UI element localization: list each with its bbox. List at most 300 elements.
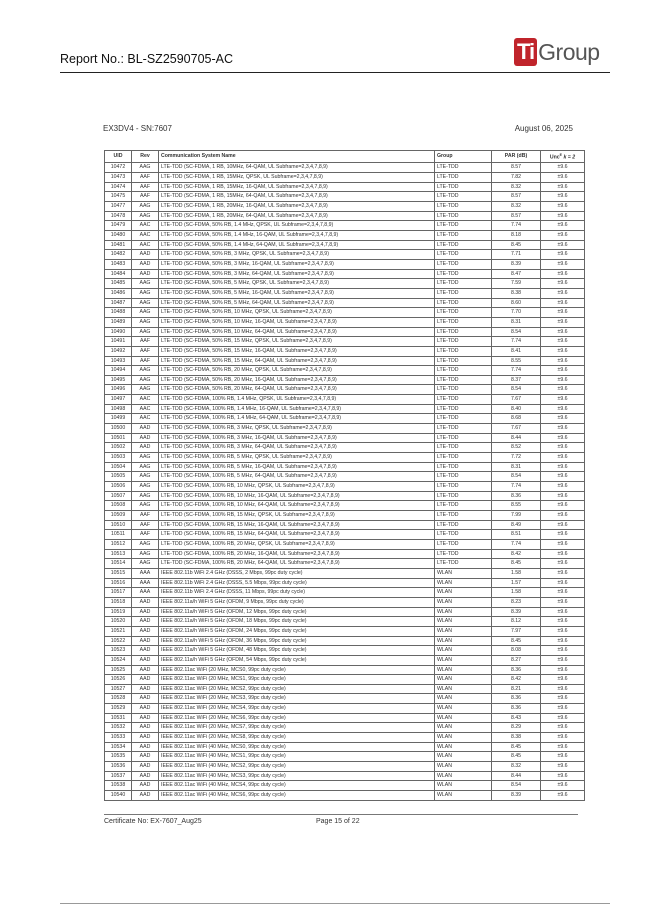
- cell-uid: 10498: [105, 404, 132, 414]
- cell-group: LTE-TDD: [435, 279, 492, 289]
- cell-uid: 10518: [105, 597, 132, 607]
- cell-name: LTE-TDD (SC-FDMA, 50% RB, 5 MHz, QPSK, UL Subframe=2,3,4,7,8,9): [159, 279, 435, 289]
- cell-par: 8.54: [492, 327, 541, 337]
- table-row: [105, 742, 585, 752]
- cell-rev: AAD: [132, 269, 159, 279]
- cell-rev: AAD: [132, 675, 159, 685]
- cell-unc: ±9.6: [541, 173, 585, 183]
- cell-rev: AAD: [132, 704, 159, 714]
- cell-unc: ±9.6: [541, 202, 585, 212]
- calibration-table: [104, 150, 585, 801]
- cell-uid: 10537: [105, 771, 132, 781]
- cell-unc: ±9.6: [541, 298, 585, 308]
- cell-group: WLAN: [435, 713, 492, 723]
- cell-uid: 10520: [105, 617, 132, 627]
- cell-name: IEEE 802.11b WiFi 2.4 GHz (DSSS, 11 Mbps, 99pc duty cycle): [159, 588, 435, 598]
- cell-name: IEEE 802.11ac WiFi (20 MHz, MCS2, 99pc duty cycle): [159, 684, 435, 694]
- table-row: [105, 308, 585, 318]
- cell-name: IEEE 802.11ac WiFi (20 MHz, MCS0, 99pc duty cycle): [159, 665, 435, 675]
- cell-rev: AAD: [132, 433, 159, 443]
- cell-uid: 10523: [105, 646, 132, 656]
- cell-name: LTE-TDD (SC-FDMA, 100% RB, 20 MHz, QPSK, UL Subframe=2,3,4,7,8,9): [159, 539, 435, 549]
- table-row: [105, 781, 585, 791]
- cell-par: 7.74: [492, 337, 541, 347]
- table-row: [105, 395, 585, 405]
- header-rev: Rev: [132, 151, 159, 163]
- cell-name: LTE-TDD (SC-FDMA, 50% RB, 10 MHz, 16-QAM, UL Subframe=2,3,4,7,8,9): [159, 317, 435, 327]
- cell-unc: ±9.6: [541, 578, 585, 588]
- cell-group: LTE-TDD: [435, 259, 492, 269]
- cell-par: 8.36: [492, 491, 541, 501]
- cell-rev: AAG: [132, 453, 159, 463]
- cell-group: LTE-TDD: [435, 501, 492, 511]
- table-row: [105, 259, 585, 269]
- cell-par: 8.45: [492, 559, 541, 569]
- cell-name: IEEE 802.11ac WiFi (40 MHz, MCS0, 99pc duty cycle): [159, 742, 435, 752]
- cell-group: LTE-TDD: [435, 395, 492, 405]
- cell-name: LTE-TDD (SC-FDMA, 50% RB, 5 MHz, 64-QAM, UL Subframe=2,3,4,7,8,9): [159, 298, 435, 308]
- cell-unc: ±9.6: [541, 279, 585, 289]
- cell-name: LTE-TDD (SC-FDMA, 100% RB, 5 MHz, QPSK, UL Subframe=2,3,4,7,8,9): [159, 453, 435, 463]
- cell-group: LTE-TDD: [435, 472, 492, 482]
- cell-uid: 10527: [105, 684, 132, 694]
- cell-rev: AAG: [132, 385, 159, 395]
- cell-par: 8.29: [492, 723, 541, 733]
- table-row: [105, 568, 585, 578]
- cell-unc: ±9.6: [541, 491, 585, 501]
- cell-rev: AAF: [132, 182, 159, 192]
- cell-uid: 10484: [105, 269, 132, 279]
- cell-unc: ±9.6: [541, 568, 585, 578]
- cell-group: LTE-TDD: [435, 221, 492, 231]
- cell-rev: AAC: [132, 395, 159, 405]
- cell-uid: 10512: [105, 539, 132, 549]
- cell-rev: AAG: [132, 482, 159, 492]
- table-row: [105, 240, 585, 250]
- cell-par: 7.71: [492, 250, 541, 260]
- cell-rev: AAD: [132, 626, 159, 636]
- cell-unc: ±9.6: [541, 453, 585, 463]
- cell-unc: ±9.6: [541, 182, 585, 192]
- header-unc-superscript: E: [559, 153, 563, 157]
- cell-name: IEEE 802.11ac WiFi (20 MHz, MCS4, 99pc duty cycle): [159, 704, 435, 714]
- cell-group: LTE-TDD: [435, 269, 492, 279]
- cell-par: 8.42: [492, 549, 541, 559]
- table-row: [105, 346, 585, 356]
- cell-group: LTE-TDD: [435, 308, 492, 318]
- cell-rev: AAD: [132, 713, 159, 723]
- cell-rev: AAF: [132, 530, 159, 540]
- table-row: [105, 202, 585, 212]
- cell-uid: 10505: [105, 472, 132, 482]
- table-row: [105, 404, 585, 414]
- table-row: [105, 491, 585, 501]
- cell-rev: AAC: [132, 230, 159, 240]
- cell-par: 7.70: [492, 308, 541, 318]
- cell-par: 8.12: [492, 617, 541, 627]
- table-row: [105, 366, 585, 376]
- cell-unc: ±9.6: [541, 723, 585, 733]
- cell-par: 8.44: [492, 771, 541, 781]
- cell-par: 8.18: [492, 230, 541, 240]
- cell-group: LTE-TDD: [435, 443, 492, 453]
- cell-unc: ±9.6: [541, 443, 585, 453]
- cell-uid: 10508: [105, 501, 132, 511]
- table-row: [105, 298, 585, 308]
- table-row: [105, 269, 585, 279]
- cell-group: LTE-TDD: [435, 182, 492, 192]
- cell-rev: AAG: [132, 559, 159, 569]
- cell-rev: AAF: [132, 173, 159, 183]
- cell-unc: ±9.6: [541, 385, 585, 395]
- cell-unc: ±9.6: [541, 230, 585, 240]
- cell-par: 8.47: [492, 269, 541, 279]
- table-row: [105, 182, 585, 192]
- cell-unc: ±9.6: [541, 607, 585, 617]
- cell-uid: 10528: [105, 694, 132, 704]
- cell-name: IEEE 802.11a/h WiFi 5 GHz (OFDM, 12 Mbps, 99pc duty cycle): [159, 607, 435, 617]
- cell-name: IEEE 802.11a/h WiFi 5 GHz (OFDM, 24 Mbps, 99pc duty cycle): [159, 626, 435, 636]
- cell-par: 7.74: [492, 221, 541, 231]
- cell-par: 8.37: [492, 375, 541, 385]
- cell-group: LTE-TDD: [435, 346, 492, 356]
- cell-group: LTE-TDD: [435, 356, 492, 366]
- cell-name: LTE-TDD (SC-FDMA, 50% RB, 3 MHz, QPSK, UL Subframe=2,3,4,7,8,9): [159, 250, 435, 260]
- cell-group: LTE-TDD: [435, 192, 492, 202]
- cell-uid: 10532: [105, 723, 132, 733]
- cell-name: LTE-TDD (SC-FDMA, 1 RB, 20MHz, 64-QAM, UL Subframe=2,3,4,7,8,9): [159, 211, 435, 221]
- cell-rev: AAD: [132, 597, 159, 607]
- cell-unc: ±9.6: [541, 646, 585, 656]
- cell-uid: 10524: [105, 655, 132, 665]
- cell-unc: ±9.6: [541, 288, 585, 298]
- cell-unc: ±9.6: [541, 317, 585, 327]
- cell-unc: ±9.6: [541, 684, 585, 694]
- cell-par: 7.82: [492, 173, 541, 183]
- cell-name: LTE-TDD (SC-FDMA, 100% RB, 1.4 MHz, 64-QAM, UL Subframe=2,3,4,7,8,9): [159, 414, 435, 424]
- footer-rule: [104, 814, 578, 815]
- cell-uid: 10514: [105, 559, 132, 569]
- cell-unc: ±9.6: [541, 250, 585, 260]
- table-row: [105, 646, 585, 656]
- cell-unc: ±9.6: [541, 704, 585, 714]
- cell-rev: AAG: [132, 375, 159, 385]
- table-row: [105, 337, 585, 347]
- cell-group: LTE-TDD: [435, 173, 492, 183]
- table-row: [105, 482, 585, 492]
- cell-name: LTE-TDD (SC-FDMA, 100% RB, 3 MHz, 64-QAM, UL Subframe=2,3,4,7,8,9): [159, 443, 435, 453]
- table-row: [105, 462, 585, 472]
- table-row: [105, 549, 585, 559]
- cell-uid: 10487: [105, 298, 132, 308]
- cell-group: LTE-TDD: [435, 482, 492, 492]
- cell-uid: 10525: [105, 665, 132, 675]
- cell-par: 1.57: [492, 578, 541, 588]
- cell-uid: 10501: [105, 433, 132, 443]
- table-row: [105, 279, 585, 289]
- cell-par: 8.21: [492, 684, 541, 694]
- cell-name: IEEE 802.11a/h WiFi 5 GHz (OFDM, 48 Mbps, 99pc duty cycle): [159, 646, 435, 656]
- table-row: [105, 173, 585, 183]
- cell-uid: 10516: [105, 578, 132, 588]
- cell-rev: AAD: [132, 694, 159, 704]
- cell-par: 7.99: [492, 511, 541, 521]
- cell-group: WLAN: [435, 578, 492, 588]
- cell-name: LTE-TDD (SC-FDMA, 100% RB, 5 MHz, 16-QAM, UL Subframe=2,3,4,7,8,9): [159, 462, 435, 472]
- cell-name: IEEE 802.11a/h WiFi 5 GHz (OFDM, 36 Mbps, 99pc duty cycle): [159, 636, 435, 646]
- cell-par: 7.67: [492, 424, 541, 434]
- table-row: [105, 327, 585, 337]
- cell-par: 8.36: [492, 665, 541, 675]
- table-row: [105, 597, 585, 607]
- cell-unc: ±9.6: [541, 733, 585, 743]
- cell-name: IEEE 802.11b WiFi 2.4 GHz (DSSS, 2 Mbps, 99pc duty cycle): [159, 568, 435, 578]
- cell-par: 8.68: [492, 414, 541, 424]
- cell-group: LTE-TDD: [435, 211, 492, 221]
- cell-uid: 10500: [105, 424, 132, 434]
- cell-par: 8.39: [492, 259, 541, 269]
- cell-uid: 10495: [105, 375, 132, 385]
- cell-uid: 10477: [105, 202, 132, 212]
- cell-unc: ±9.6: [541, 259, 585, 269]
- logo-group-text: Group: [538, 39, 600, 65]
- cell-rev: AAG: [132, 163, 159, 173]
- cell-name: LTE-TDD (SC-FDMA, 100% RB, 3 MHz, QPSK, UL Subframe=2,3,4,7,8,9): [159, 424, 435, 434]
- cell-unc: ±9.6: [541, 626, 585, 636]
- cell-group: LTE-TDD: [435, 202, 492, 212]
- cell-rev: AAG: [132, 539, 159, 549]
- cell-par: 8.51: [492, 530, 541, 540]
- cell-rev: AAC: [132, 221, 159, 231]
- cell-uid: 10540: [105, 791, 132, 801]
- cell-rev: AAG: [132, 308, 159, 318]
- cell-par: 8.42: [492, 675, 541, 685]
- cell-name: LTE-TDD (SC-FDMA, 50% RB, 20 MHz, QPSK, UL Subframe=2,3,4,7,8,9): [159, 366, 435, 376]
- table-row: [105, 636, 585, 646]
- cell-uid: 10497: [105, 395, 132, 405]
- cell-unc: ±9.6: [541, 539, 585, 549]
- cell-group: LTE-TDD: [435, 250, 492, 260]
- cell-group: WLAN: [435, 723, 492, 733]
- cell-name: IEEE 802.11a/h WiFi 5 GHz (OFDM, 9 Mbps, 99pc duty cycle): [159, 597, 435, 607]
- cell-uid: 10503: [105, 453, 132, 463]
- table-row: [105, 791, 585, 801]
- cell-group: WLAN: [435, 684, 492, 694]
- cell-par: 8.60: [492, 298, 541, 308]
- cell-rev: AAG: [132, 472, 159, 482]
- cell-name: LTE-TDD (SC-FDMA, 100% RB, 15 MHz, 64-QAM, UL Subframe=2,3,4,7,8,9): [159, 530, 435, 540]
- cell-name: LTE-TDD (SC-FDMA, 100% RB, 15 MHz, QPSK, UL Subframe=2,3,4,7,8,9): [159, 511, 435, 521]
- cell-name: LTE-TDD (SC-FDMA, 100% RB, 20 MHz, 64-QAM, UL Subframe=2,3,4,7,8,9): [159, 559, 435, 569]
- cell-unc: ±9.6: [541, 337, 585, 347]
- cell-group: LTE-TDD: [435, 230, 492, 240]
- table-row: [105, 694, 585, 704]
- cell-uid: 10517: [105, 588, 132, 598]
- cell-group: LTE-TDD: [435, 559, 492, 569]
- cell-uid: 10515: [105, 568, 132, 578]
- cell-name: IEEE 802.11ac WiFi (20 MHz, MCS1, 99pc duty cycle): [159, 675, 435, 685]
- cell-par: 8.36: [492, 704, 541, 714]
- cell-unc: ±9.6: [541, 636, 585, 646]
- cell-rev: AAG: [132, 211, 159, 221]
- table-row: [105, 211, 585, 221]
- table-row: [105, 704, 585, 714]
- cell-unc: ±9.6: [541, 597, 585, 607]
- cell-group: LTE-TDD: [435, 530, 492, 540]
- cell-group: WLAN: [435, 626, 492, 636]
- cell-rev: AAD: [132, 762, 159, 772]
- table-row: [105, 588, 585, 598]
- cell-name: LTE-TDD (SC-FDMA, 50% RB, 20 MHz, 16-QAM, UL Subframe=2,3,4,7,8,9): [159, 375, 435, 385]
- cell-rev: AAD: [132, 646, 159, 656]
- cell-rev: AAA: [132, 568, 159, 578]
- header-unc-label: Unc: [549, 154, 560, 161]
- table-row: [105, 733, 585, 743]
- cell-name: IEEE 802.11ac WiFi (40 MHz, MCS4, 99pc duty cycle): [159, 781, 435, 791]
- table-row: [105, 414, 585, 424]
- table-row: [105, 559, 585, 569]
- cell-unc: ±9.6: [541, 655, 585, 665]
- cell-unc: ±9.6: [541, 694, 585, 704]
- cell-par: 8.45: [492, 742, 541, 752]
- cell-group: WLAN: [435, 636, 492, 646]
- cell-uid: 10479: [105, 221, 132, 231]
- cell-name: LTE-TDD (SC-FDMA, 100% RB, 20 MHz, 16-QAM, UL Subframe=2,3,4,7,8,9): [159, 549, 435, 559]
- cell-uid: 10504: [105, 462, 132, 472]
- cell-rev: AAD: [132, 665, 159, 675]
- cell-group: LTE-TDD: [435, 424, 492, 434]
- cell-unc: ±9.6: [541, 424, 585, 434]
- header-unc-k: k = 2: [562, 154, 576, 161]
- cell-par: 8.55: [492, 501, 541, 511]
- cell-unc: ±9.6: [541, 530, 585, 540]
- cell-unc: ±9.6: [541, 742, 585, 752]
- cell-rev: AAD: [132, 791, 159, 801]
- cell-name: LTE-TDD (SC-FDMA, 50% RB, 20 MHz, 64-QAM, UL Subframe=2,3,4,7,8,9): [159, 385, 435, 395]
- cell-uid: 10472: [105, 163, 132, 173]
- cell-group: WLAN: [435, 694, 492, 704]
- cell-par: 8.54: [492, 472, 541, 482]
- cell-par: 1.58: [492, 568, 541, 578]
- cell-par: 8.49: [492, 520, 541, 530]
- cell-group: WLAN: [435, 617, 492, 627]
- cell-par: 8.45: [492, 752, 541, 762]
- cell-par: 8.31: [492, 317, 541, 327]
- table-row: [105, 356, 585, 366]
- cell-uid: 10513: [105, 549, 132, 559]
- cell-par: 8.40: [492, 404, 541, 414]
- table-row: [105, 375, 585, 385]
- cell-uid: 10534: [105, 742, 132, 752]
- cell-rev: AAD: [132, 617, 159, 627]
- cell-uid: 10529: [105, 704, 132, 714]
- cell-uid: 10499: [105, 414, 132, 424]
- cell-uid: 10533: [105, 733, 132, 743]
- cell-rev: AAF: [132, 511, 159, 521]
- cell-unc: ±9.6: [541, 192, 585, 202]
- cell-rev: AAD: [132, 742, 159, 752]
- header-unc: [541, 151, 585, 163]
- header-uid: UID: [105, 151, 132, 163]
- cell-group: LTE-TDD: [435, 520, 492, 530]
- cell-group: LTE-TDD: [435, 404, 492, 414]
- cell-unc: ±9.6: [541, 511, 585, 521]
- report-number: Report No.: BL-SZ2590705-AC: [60, 52, 234, 66]
- cell-uid: 10496: [105, 385, 132, 395]
- table-body: [105, 163, 585, 800]
- table-row: [105, 288, 585, 298]
- cell-uid: 10519: [105, 607, 132, 617]
- cell-rev: AAA: [132, 578, 159, 588]
- cell-group: LTE-TDD: [435, 298, 492, 308]
- cell-par: 8.54: [492, 385, 541, 395]
- cell-name: LTE-TDD (SC-FDMA, 100% RB, 3 MHz, 16-QAM, UL Subframe=2,3,4,7,8,9): [159, 433, 435, 443]
- table-row: [105, 472, 585, 482]
- cell-unc: ±9.6: [541, 433, 585, 443]
- cell-rev: AAC: [132, 240, 159, 250]
- cell-unc: ±9.6: [541, 781, 585, 791]
- cell-rev: AAD: [132, 723, 159, 733]
- cell-name: LTE-TDD (SC-FDMA, 1 RB, 20MHz, 16-QAM, UL Subframe=2,3,4,7,8,9): [159, 202, 435, 212]
- cell-name: LTE-TDD (SC-FDMA, 50% RB, 3 MHz, 16-QAM, UL Subframe=2,3,4,7,8,9): [159, 259, 435, 269]
- cell-uid: 10478: [105, 211, 132, 221]
- cell-unc: ±9.6: [541, 163, 585, 173]
- cell-group: WLAN: [435, 655, 492, 665]
- cell-name: LTE-TDD (SC-FDMA, 50% RB, 1.4 MHz, QPSK, UL Subframe=2,3,4,7,8,9): [159, 221, 435, 231]
- cell-rev: AAA: [132, 588, 159, 598]
- cell-rev: AAD: [132, 443, 159, 453]
- cell-group: WLAN: [435, 771, 492, 781]
- cell-rev: AAD: [132, 607, 159, 617]
- cell-par: 8.31: [492, 462, 541, 472]
- cell-par: 8.32: [492, 182, 541, 192]
- cell-group: WLAN: [435, 675, 492, 685]
- cell-uid: 10509: [105, 511, 132, 521]
- cell-name: LTE-TDD (SC-FDMA, 1 RB, 15MHz, 64-QAM, UL Subframe=2,3,4,7,8,9): [159, 192, 435, 202]
- cell-par: 8.38: [492, 288, 541, 298]
- cell-uid: 10531: [105, 713, 132, 723]
- cell-name: LTE-TDD (SC-FDMA, 100% RB, 10 MHz, 64-QAM, UL Subframe=2,3,4,7,8,9): [159, 501, 435, 511]
- cell-rev: AAG: [132, 298, 159, 308]
- cell-unc: ±9.6: [541, 395, 585, 405]
- cell-unc: ±9.6: [541, 414, 585, 424]
- company-logo: [514, 38, 600, 66]
- cell-name: IEEE 802.11b WiFi 2.4 GHz (DSSS, 5.5 Mbps, 99pc duty cycle): [159, 578, 435, 588]
- cell-name: IEEE 802.11a/h WiFi 5 GHz (OFDM, 54 Mbps, 99pc duty cycle): [159, 655, 435, 665]
- cell-rev: AAD: [132, 733, 159, 743]
- cell-unc: ±9.6: [541, 520, 585, 530]
- cell-rev: AAG: [132, 491, 159, 501]
- cell-unc: ±9.6: [541, 462, 585, 472]
- cell-rev: AAF: [132, 356, 159, 366]
- table-row: [105, 684, 585, 694]
- cell-unc: ±9.6: [541, 549, 585, 559]
- cell-group: WLAN: [435, 704, 492, 714]
- cell-name: LTE-TDD (SC-FDMA, 100% RB, 1.4 MHz, QPSK, UL Subframe=2,3,4,7,8,9): [159, 395, 435, 405]
- cell-rev: AAG: [132, 327, 159, 337]
- cell-par: 8.54: [492, 781, 541, 791]
- cell-name: LTE-TDD (SC-FDMA, 1 RB, 15MHz, 16-QAM, UL Subframe=2,3,4,7,8,9): [159, 182, 435, 192]
- cell-rev: AAG: [132, 202, 159, 212]
- cell-uid: 10481: [105, 240, 132, 250]
- cell-group: WLAN: [435, 752, 492, 762]
- cell-unc: ±9.6: [541, 356, 585, 366]
- calibration-date: August 06, 2025: [514, 124, 573, 133]
- bottom-rule: [60, 903, 610, 904]
- cell-rev: AAD: [132, 636, 159, 646]
- cell-rev: AAD: [132, 781, 159, 791]
- table-row: [105, 626, 585, 636]
